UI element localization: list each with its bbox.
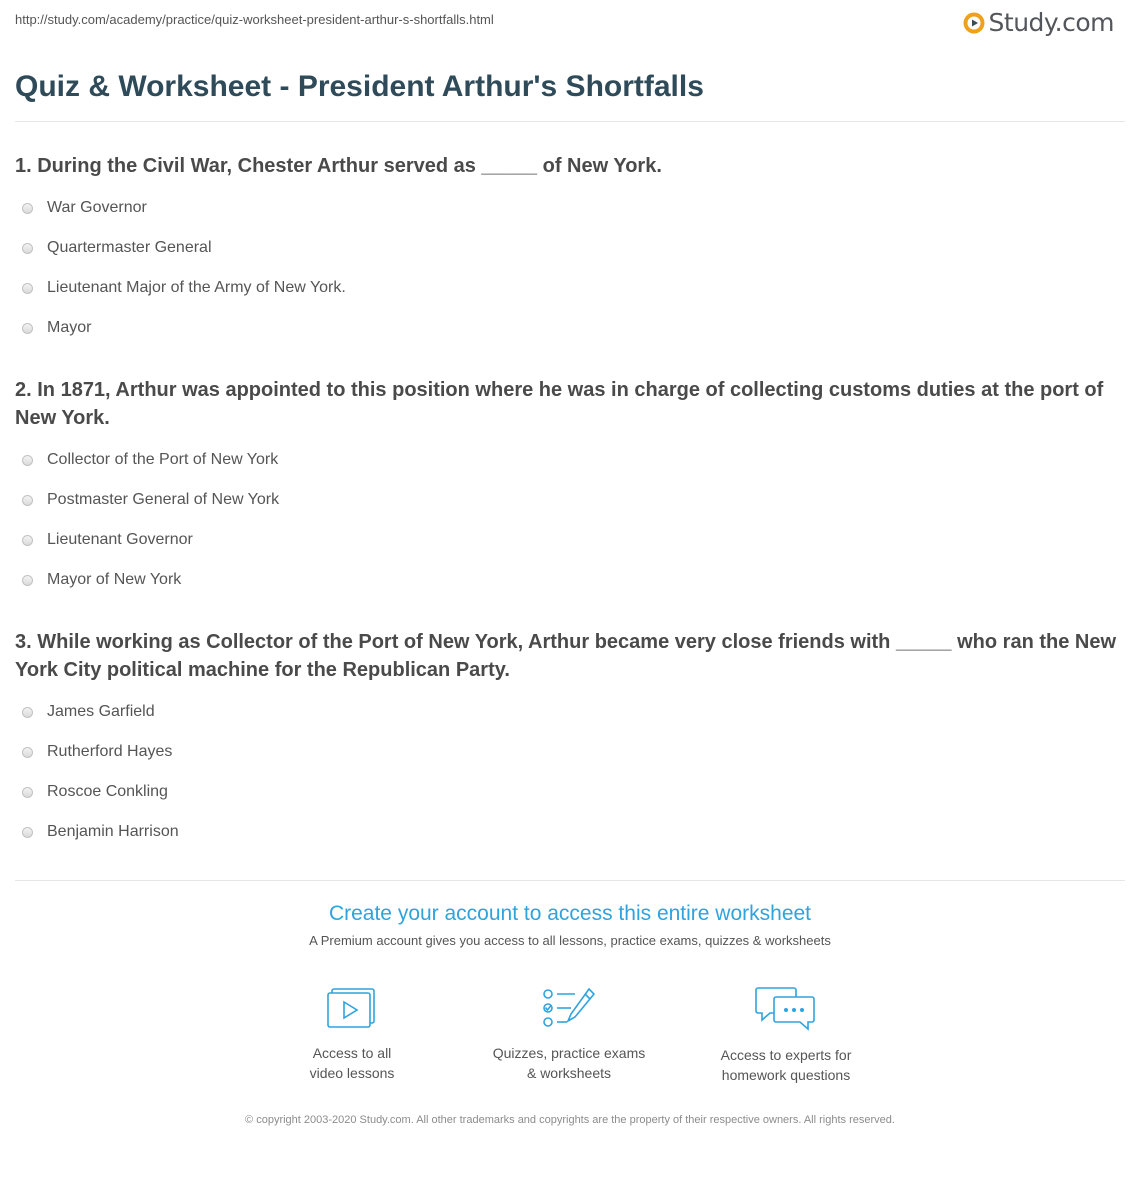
- answer-label: Lieutenant Major of the Army of New York.: [47, 279, 346, 296]
- answer-label: Postmaster General of New York: [47, 491, 280, 508]
- answer-option[interactable]: [22, 781, 168, 803]
- feature-experts: [686, 985, 886, 1085]
- answer-radio[interactable]: [22, 243, 33, 254]
- study-logo[interactable]: [962, 8, 1114, 37]
- chat-bubbles-icon: [754, 985, 818, 1033]
- copyright-footer: © copyright 2003-2020 Study.com. All other trademarks and copyrights are the property of their respective owners. All rights reserved.: [245, 1114, 895, 1126]
- answer-radio[interactable]: [22, 283, 33, 294]
- answer-option[interactable]: [22, 821, 179, 843]
- answer-label: Mayor of New York: [47, 571, 182, 588]
- answer-radio[interactable]: [22, 535, 33, 546]
- answer-option[interactable]: [22, 449, 278, 471]
- title-divider: [15, 121, 1125, 122]
- feature-label-line2: homework questions: [721, 1067, 851, 1083]
- answer-label: Mayor: [47, 319, 92, 336]
- answer-option[interactable]: [22, 197, 147, 219]
- question-2: 2. In 1871, Arthur was appointed to this position where he was in charge of collecting customs duties at the port of New York.: [15, 379, 1104, 429]
- answer-radio[interactable]: [22, 575, 33, 586]
- page-url: http://study.com/academy/practice/quiz-worksheet-president-arthur-s-shortfalls.html: [15, 12, 494, 27]
- feature-video-lessons: [252, 985, 452, 1083]
- answer-label: James Garfield: [47, 703, 155, 720]
- answer-option[interactable]: [22, 489, 279, 511]
- play-circle-icon: [962, 11, 986, 35]
- question-3: 3. While working as Collector of the Port of New York, Arthur became very close friends with _____ who ran the New York City political machine for the Republican Party.: [15, 631, 1117, 681]
- answer-option[interactable]: [22, 529, 193, 551]
- top-bar: [0, 0, 1140, 44]
- answer-label: War Governor: [47, 199, 147, 216]
- feature-label-line2: & worksheets: [526, 1065, 612, 1081]
- answer-radio[interactable]: [22, 707, 33, 718]
- video-lessons-icon: [326, 985, 378, 1031]
- feature-quizzes: [469, 985, 669, 1083]
- feature-label-line1: Quizzes, practice exams: [492, 1045, 646, 1061]
- feature-label-line1: Access to experts for: [720, 1047, 852, 1063]
- answer-label: Rutherford Hayes: [47, 743, 173, 760]
- answer-radio[interactable]: [22, 203, 33, 214]
- answer-option[interactable]: [22, 317, 91, 339]
- answer-option[interactable]: [22, 569, 181, 591]
- section-divider: [15, 880, 1125, 881]
- answer-radio[interactable]: [22, 827, 33, 838]
- logo-text: Study.com: [988, 8, 1114, 37]
- answer-option[interactable]: [22, 277, 346, 299]
- answer-option[interactable]: [22, 237, 212, 259]
- checklist-icon: [541, 985, 597, 1031]
- answer-radio[interactable]: [22, 323, 33, 334]
- question-1: 1. During the Civil War, Chester Arthur served as _____ of New York.: [15, 155, 662, 177]
- premium-description: A Premium account gives you access to all lessons, practice exams, quizzes & worksheets: [309, 933, 831, 948]
- answer-label: Benjamin Harrison: [47, 823, 179, 840]
- answer-radio[interactable]: [22, 747, 33, 758]
- answer-label: Roscoe Conkling: [47, 783, 168, 800]
- answer-option[interactable]: [22, 701, 155, 723]
- answer-radio[interactable]: [22, 495, 33, 506]
- create-account-link[interactable]: Create your account to access this entire worksheet: [328, 902, 812, 925]
- answer-radio[interactable]: [22, 787, 33, 798]
- answer-label: Collector of the Port of New York: [47, 451, 279, 468]
- answer-label: Quartermaster General: [47, 239, 212, 256]
- feature-label-line2: video lessons: [309, 1065, 395, 1081]
- answer-option[interactable]: [22, 741, 172, 763]
- answer-label: Lieutenant Governor: [47, 531, 193, 548]
- feature-label-line1: Access to all: [312, 1045, 392, 1061]
- answer-radio[interactable]: [22, 455, 33, 466]
- page-title: Quiz & Worksheet - President Arthur's Shortfalls: [15, 70, 704, 103]
